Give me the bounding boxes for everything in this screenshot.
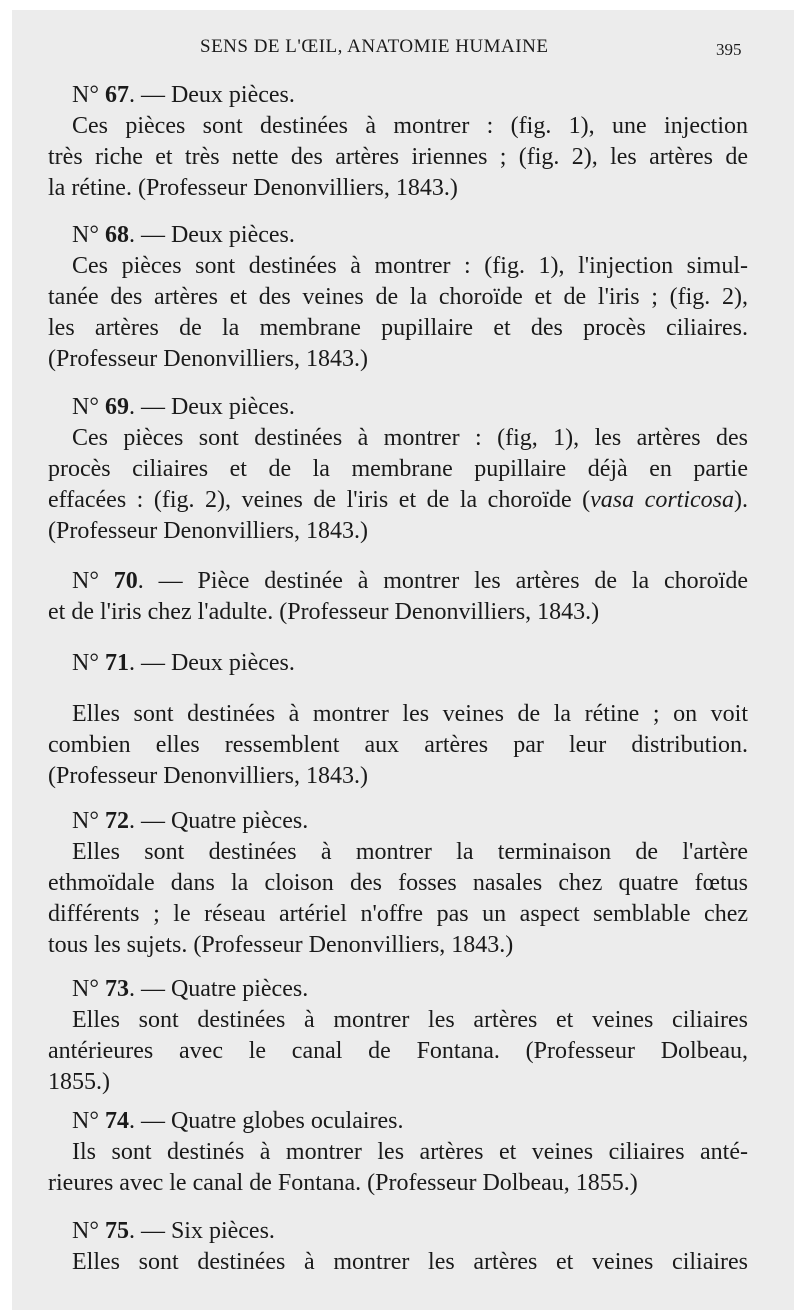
entry-line: tanée des artères et des veines de la choroïde et de l'iris ; (fig. 2),	[48, 284, 748, 310]
catalog-entry-68	[48, 220, 748, 375]
entry-line: (Professeur Denonvilliers, 1843.)	[48, 346, 368, 372]
entry-line: Ces pièces sont destinées à montrer : (fig. 1), l'injection simul-	[72, 253, 748, 279]
entry-line: Ces pièces sont destinées à montrer : (fig, 1), les artères des	[72, 425, 748, 451]
entry-heading: N° 73. — Quatre pièces.	[72, 976, 309, 1002]
entry-heading: N° 72. — Quatre pièces.	[72, 808, 309, 834]
catalog-entry-72	[48, 806, 748, 961]
entry-line: Elles sont destinées à montrer les artères et veines ciliaires	[72, 1249, 748, 1275]
entry-line: très riche et très nette des artères iriennes ; (fig. 2), les artères de	[48, 144, 748, 170]
entry-line: Ils sont destinés à montrer les artères et veines ciliaires anté-	[72, 1139, 748, 1165]
entry-line: procès ciliaires et de la membrane pupillaire déjà en partie	[48, 456, 748, 482]
catalog-entry-67	[48, 80, 748, 204]
catalog-entry-75	[48, 1216, 748, 1278]
entry-line: combien elles ressemblent aux artères par leur distribution.	[48, 732, 748, 758]
entry-line: (Professeur Denonvilliers, 1843.)	[48, 518, 368, 544]
catalog-entry-73	[48, 974, 748, 1098]
entry-line: ethmoïdale dans la cloison des fosses nasales chez quatre fœtus	[48, 870, 748, 896]
entry-line: (Professeur Denonvilliers, 1843.)	[48, 763, 368, 789]
entry-heading: N° 70. — Pièce destinée à montrer les artères de la choroïde	[72, 568, 748, 594]
entry-heading: N° 69. — Deux pièces.	[72, 394, 295, 420]
entry-line: les artères de la membrane pupillaire et des procès ciliaires.	[48, 315, 748, 341]
entry-line: la rétine. (Professeur Denonvilliers, 1843.)	[48, 175, 458, 201]
catalog-entry-69	[48, 392, 748, 547]
entry-line: Elles sont destinées à montrer les artères et veines ciliaires	[72, 1007, 748, 1033]
entry-heading: N° 74. — Quatre globes oculaires.	[72, 1108, 404, 1134]
entry-line: tous les sujets. (Professeur Denonvilliers, 1843.)	[48, 932, 514, 958]
entry-line: Elles sont destinées à montrer la terminaison de l'artère	[72, 839, 748, 865]
entry-heading: N° 75. — Six pièces.	[72, 1218, 275, 1244]
catalog-entry-70	[48, 566, 748, 628]
entry-line: Elles sont destinées à montrer les veines de la rétine ; on voit	[72, 701, 748, 727]
entry-line: différents ; le réseau artériel n'offre pas un aspect semblable chez	[48, 901, 748, 927]
running-header: SENS DE L'ŒIL, ANATOMIE HUMAINE	[200, 36, 549, 57]
entry-line: effacées : (fig. 2), veines de l'iris et de la choroïde (vasa corticosa).	[48, 487, 748, 513]
catalog-entry-71	[48, 648, 748, 792]
page-number: 395	[716, 40, 742, 59]
entry-line: et de l'iris chez l'adulte. (Professeur Denonvilliers, 1843.)	[48, 599, 600, 625]
entry-heading: N° 67. — Deux pièces.	[72, 82, 295, 108]
catalog-entry-74	[48, 1106, 748, 1199]
entry-line: 1855.)	[48, 1069, 110, 1095]
entry-line: antérieures avec le canal de Fontana. (Professeur Dolbeau,	[48, 1038, 748, 1064]
entry-heading: N° 71. — Deux pièces.	[72, 650, 295, 676]
entry-line: Ces pièces sont destinées à montrer : (fig. 1), une injection	[72, 113, 748, 139]
entry-line: rieures avec le canal de Fontana. (Professeur Dolbeau, 1855.)	[48, 1170, 638, 1196]
entry-heading: N° 68. — Deux pièces.	[72, 222, 295, 248]
